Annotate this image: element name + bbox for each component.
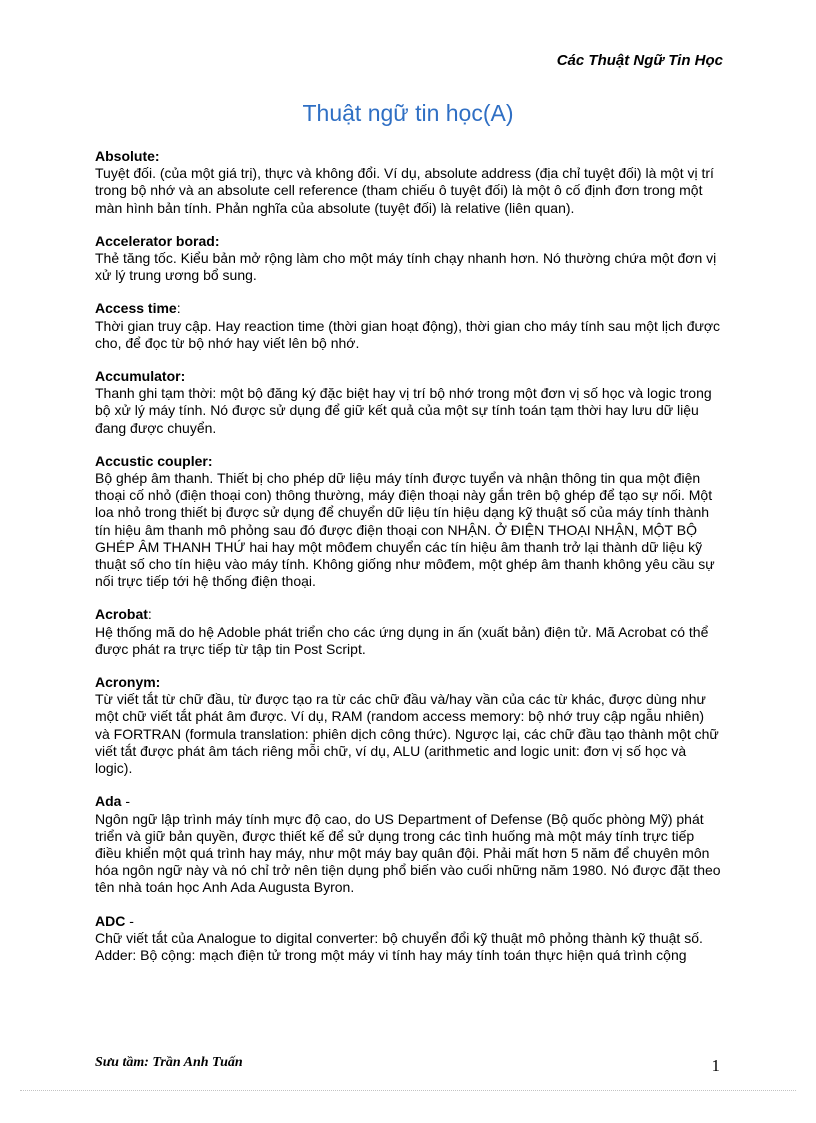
page-number: 1 — [711, 1056, 720, 1075]
page-title: Thuật ngữ tin học(A) — [302, 100, 514, 126]
term: Accustic coupler: — [95, 452, 213, 469]
definition-text: Thời gian truy cập. Hay reaction time (thời gian hoạt động), thời gian cho máy tính sau một lịch được cho, để đọc từ bộ nhớ hay viết lên bộ nhớ. — [95, 317, 721, 351]
term: Acronym: — [95, 674, 161, 691]
glossary-content — [95, 148, 721, 980]
term-suffix: : — [176, 300, 181, 317]
entry-heading — [95, 368, 721, 385]
footer-credit: Sưu tầm: Trần Anh Tuấn — [95, 1055, 243, 1070]
entry-heading — [95, 453, 721, 470]
definition — [95, 811, 721, 897]
definition — [95, 318, 721, 352]
entry-heading — [95, 148, 721, 165]
glossary-entry — [95, 233, 721, 285]
definition-text: Tuyệt đối. (của một giá trị), thực và không đổi. Ví dụ, absolute address (địa chỉ tuyệt đối) là một vị trí trong bộ nhớ và an absolute cell reference (tham chiếu ô tuyệt đối) là một ô cố định đơn trong một màn hình bản tính. Phản nghĩa của absolute (tuyệt đối) là relative (liên quan). — [95, 165, 714, 216]
term-suffix: : — [147, 606, 152, 623]
glossary-entry — [95, 793, 721, 896]
term: Ada — [95, 793, 122, 810]
definition-text: Từ viết tắt từ chữ đầu, từ được tạo ra từ các chữ đầu và/hay vần của các từ khác, được dùng như một chữ viết tắt phát âm được. Ví dụ, RAM (random access memory: bộ nhớ truy cập ngẫu nhiên) và FORTRAN (formula translation: phiên dịch công thức). Ngược lại, các chữ đầu tạo thành một chữ viết tắt được phát âm tách riêng mỗi chữ, ví dụ, ALU (arithmetic and logic unit: đơn vị số học và logic). — [95, 691, 719, 777]
definition — [95, 385, 721, 437]
page-edge-divider — [20, 1090, 796, 1091]
glossary-entry — [95, 300, 721, 352]
entry-heading — [95, 913, 721, 930]
definition-text: Thanh ghi tạm thời: một bộ đăng ký đặc biệt hay vị trí bộ nhớ trong một đơn vị số học và logic trong bộ xử lý máy tính. Nó được sử dụng để giữ kết quả của một sự tính toán tạm thời hay lưu dữ liệu đang được chuyển. — [95, 385, 712, 436]
entry-heading — [95, 300, 721, 317]
definition-text: Ngôn ngữ lập trình máy tính mực độ cao, do US Department of Defense (Bộ quốc phòng Mỹ) phát triển và giữ bản quyền, được thiết kế để sử dụng trong các tình huống mà một máy tính trực tiếp điều khiển một quá trình hay máy, như một máy bay quân đội. Phải mất hơn 5 năm để chuyên môn hóa ngôn ngữ này và nó chỉ trở nên tiện dụng phổ biến vào cuối những năm 1980. Nó được đặt theo tên nhà toán học Anh Ada Augusta Byron. — [95, 810, 721, 896]
definition — [95, 470, 721, 590]
running-header: Các Thuật Ngữ Tin Học — [556, 52, 723, 69]
definition — [95, 165, 721, 217]
term-suffix: - — [125, 912, 134, 929]
entry-heading — [95, 233, 721, 250]
definition-text: Adder: Bộ cộng: mạch điện tử trong một máy vi tính hay máy tính toán thực hiện quá trình cộng — [95, 946, 687, 963]
entry-heading — [95, 606, 721, 623]
term: Access time — [95, 300, 177, 317]
glossary-entry — [95, 913, 721, 965]
glossary-entry — [95, 674, 721, 777]
definition — [95, 691, 721, 777]
definition-text: Hệ thống mã do hệ Adoble phát triển cho các ứng dụng in ấn (xuất bản) điện tử. Mã Acrobat có thể được phát ra trực tiếp từ tập tin Post Script. — [95, 623, 709, 657]
entry-heading — [95, 793, 721, 810]
glossary-entry — [95, 606, 721, 658]
term: Absolute: — [95, 148, 160, 164]
entry-heading — [95, 674, 721, 691]
definition-text: Thẻ tăng tốc. Kiểu bản mở rộng làm cho một máy tính chạy nhanh hơn. Nó thường chứa một đơn vị xử lý trung ương bổ sung. — [95, 250, 717, 284]
term: Acrobat — [95, 606, 148, 623]
definition — [95, 930, 721, 964]
term: Accumulator: — [95, 368, 186, 385]
definition-text: Bộ ghép âm thanh. Thiết bị cho phép dữ liệu máy tính được tuyển và nhận thông tin qua một điện thoại cố nhỏ (điện thoại con) thông thường, máy điện thoại này gắn trên bộ ghép để tạo sự nối. Một loa nhỏ trong thiết bị được sử dụng để chuyển dữ liệu tín hiệu dạng kỹ thuật số của máy tính thành tín hiệu âm thanh mô phỏng sau đó được điện thoại con NHẬN. Ở ĐIỆN THOẠI NHẬN, MỘT BỘ GHÉP ÂM THANH THỨ hai hay một môđem chuyển các tín hiệu âm thanh trở lại thành dữ liệu kỹ thuật số cho tín hiệu vào máy tính. Không giống như môđem, một ghép âm thanh không yêu cầu sự nối trực tiếp tới hệ thống điện thoại. — [95, 470, 715, 590]
term: Accelerator borad: — [95, 232, 220, 249]
glossary-entry — [95, 148, 721, 217]
term: ADC — [95, 912, 126, 929]
glossary-entry — [95, 453, 721, 591]
definition-text: Chữ viết tắt của Analogue to digital converter: bộ chuyển đổi kỹ thuật mô phỏng thành kỹ thuật số. — [95, 929, 703, 946]
definition — [95, 624, 721, 658]
term-suffix: - — [121, 793, 131, 810]
definition — [95, 250, 721, 284]
glossary-entry — [95, 368, 721, 437]
